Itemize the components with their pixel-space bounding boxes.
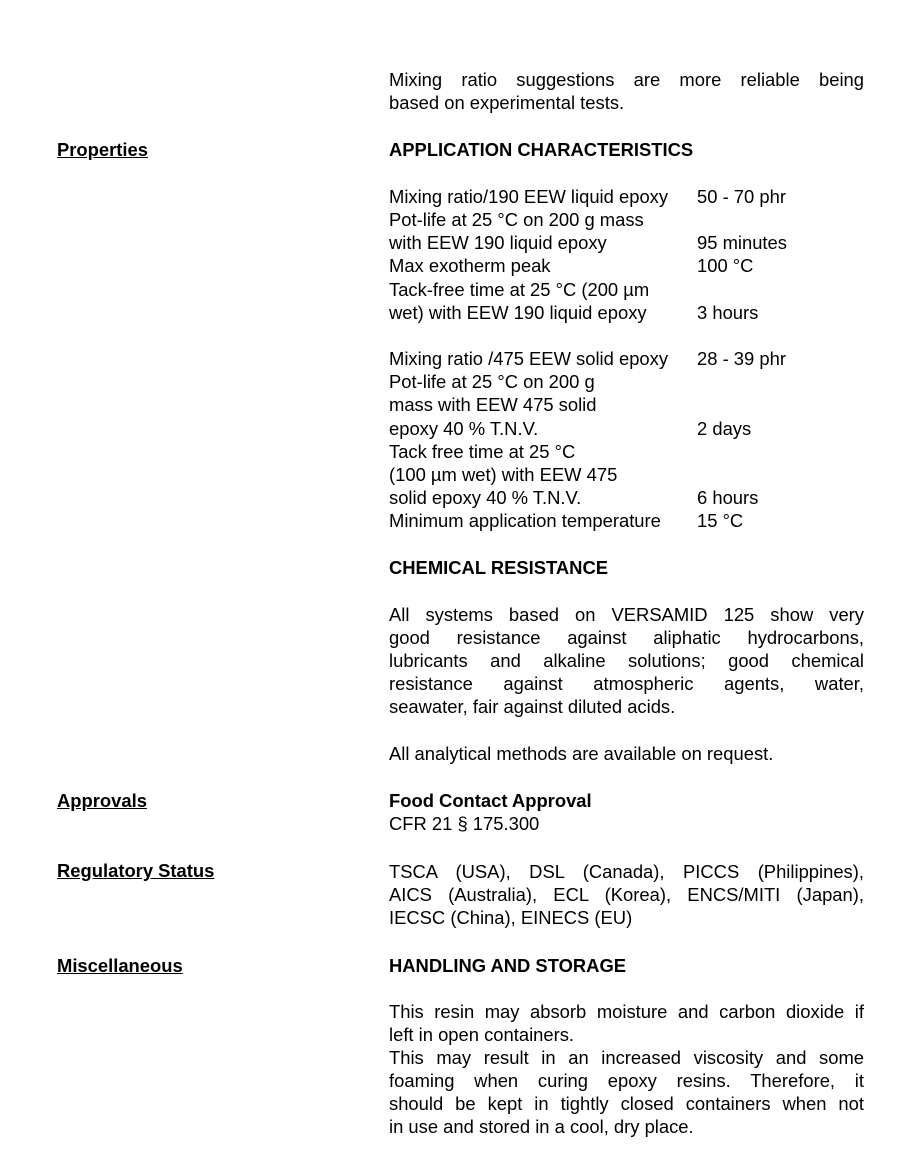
app-row-value: 2 days [697,418,752,439]
app-row-value: 3 hours [697,302,759,323]
approval-title: Food Contact Approval [389,790,592,811]
app-row-value: 15 °C [697,510,744,531]
chemical-line: seawater, fair against diluted acids. [389,696,676,718]
app-row-label: Mixing ratio /475 EEW solid epoxy [389,348,669,369]
handling-line: This resin may absorb moisture and carbon dioxide if [389,1001,864,1022]
app-row-value: 28 - 39 phr [697,348,786,369]
app-row-label: mass with EEW 475 solid [389,394,597,415]
app-row-label: Tack free time at 25 °C [389,441,576,462]
regulatory-paragraph [389,860,864,929]
chemical-line: All systems based on VERSAMID 125 show very [389,604,864,625]
regulatory-line: TSCA (USA), DSL (Canada), PICCS (Philippines), [389,861,864,882]
approval-text: CFR 21 § 175.300 [389,813,540,834]
handling-line: in use and stored in a cool, dry place. [389,1116,694,1138]
app-row-label: solid epoxy 40 % T.N.V. [389,487,582,508]
app-row-value: 100 °C [697,255,754,276]
app-row-label: Minimum application temperature [389,510,661,531]
handling-line: left in open containers. [389,1024,575,1046]
app-row-label: Tack-free time at 25 °C (200 µm [389,279,650,300]
section-label-regulatory: Regulatory Status [57,860,215,881]
intro-line: based on experimental tests. [389,92,625,114]
app-row-label: epoxy 40 % T.N.V. [389,418,539,439]
intro-paragraph [389,68,864,114]
app-row-label: Max exotherm peak [389,255,551,276]
app-row-label: (100 µm wet) with EEW 475 [389,464,618,485]
handling-line: This may result in an increased viscosity and some [389,1047,864,1069]
regulatory-line: IECSC (China), EINECS (EU) [389,907,633,929]
chemical-line: resistance against atmospheric agents, water, [389,673,864,695]
section-label-properties: Properties [57,139,148,160]
app-row-label: Pot-life at 25 °C on 200 g mass [389,209,644,230]
chemical-line: good resistance against aliphatic hydrocarbons, [389,627,864,649]
handling-line: foaming when curing epoxy resins. Therefore, it [389,1070,864,1092]
handling-heading: HANDLING AND STORAGE [389,955,627,976]
handling-paragraph [389,1000,864,1139]
chemical-heading: CHEMICAL RESISTANCE [389,557,608,578]
intro-line: Mixing ratio suggestions are more reliable being [389,69,864,90]
app-row-label: Pot-life at 25 °C on 200 g [389,371,595,392]
section-label-approvals: Approvals [57,790,147,811]
app-row-label: Mixing ratio/190 EEW liquid epoxy [389,186,669,207]
app-row-value: 95 minutes [697,232,787,253]
analytical-note: All analytical methods are available on request. [389,743,774,764]
handling-line: should be kept in tightly closed containers when not [389,1093,864,1115]
app-row-label: wet) with EEW 190 liquid epoxy [389,302,647,323]
application-heading: APPLICATION CHARACTERISTICS [389,139,694,160]
chemical-paragraph [389,603,864,718]
section-label-miscellaneous: Miscellaneous [57,955,183,976]
app-row-label: with EEW 190 liquid epoxy [389,232,607,253]
app-row-value: 6 hours [697,487,759,508]
app-row-value: 50 - 70 phr [697,186,786,207]
regulatory-line: AICS (Australia), ECL (Korea), ENCS/MITI (Japan), [389,884,864,906]
chemical-line: lubricants and alkaline solutions; good chemical [389,650,864,672]
